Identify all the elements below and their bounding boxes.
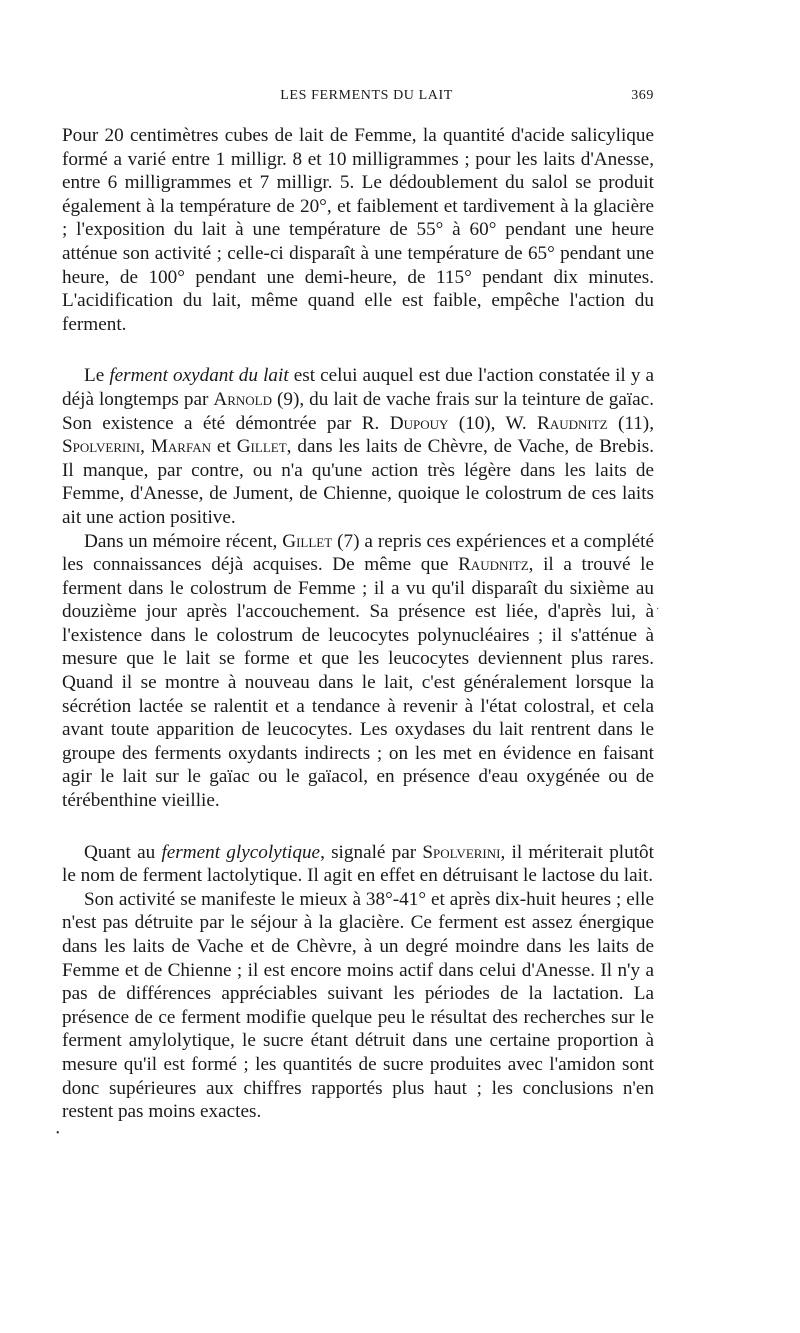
author-name: Dupouy	[389, 412, 449, 434]
section-gap	[62, 336, 654, 364]
paragraph-glycolytic-activity: Son activité se manifeste le mieux à 38°-41° et après dix-huit heures ; elle n'est pas détruite par le séjour à la glacière. Ce ferment est assez énergique dans les laits de Vache et de Chèvre, à un degré moindre dans les laits de Femme et de Chienne ; il est encore moins actif dans celui d'Anesse. Il n'y a pas de différences appréciables suivant les périodes de la lactation. La présence de ce ferment modifie quelque peu le résultat des recherches sur le ferment amylolytique, le sucre étant détruit dans une certaine proportion à mesure qu'il est formé ; les quantités de sucre produites avec l'amidon sont donc supérieures aux chiffres rapportés plus haut ; les conclusions n'en restent pas moins exactes.	[62, 888, 654, 1123]
page-number: 369	[631, 88, 654, 103]
paragraph-oxidizing-ferment: Le ferment oxydant du lait est celui auquel est due l'action constatée il y a déjà longtemps par Arnold (9), du lait de vache frais sur la teinture de gaïac. Son existence a été démontrée par R. Dupouy (10), W. Raudnitz (11), Spolverini, Marfan et Gillet, dans les laits de Chèvre, de Vache, de Brebis. Il manque, par contre, ou n'a qu'une action très légère dans les laits de Femme, d'Anesse, de Jument, de Chienne, quoique le colostrum de ces laits ait une action positive.	[62, 365, 654, 528]
author-name: Spolverini	[422, 841, 501, 863]
running-title: LES FERMENTS DU LAIT	[280, 88, 453, 103]
scan-speck: •	[56, 1128, 60, 1139]
author-name: Raudnitz	[537, 412, 608, 434]
paragraph-glycolytic-ferment: Quant au ferment glycolytique, signalé par Spolverini, il mériterait plutôt le nom de ferment lactolytique. Il agit en effet en détruisant le lactose du lait.	[62, 841, 654, 887]
book-page	[62, 88, 654, 1124]
author-name: Gillet	[282, 530, 333, 552]
term-glycolytic-ferment: ferment glycolytique	[161, 841, 321, 863]
running-header	[62, 88, 654, 118]
author-name: Marfan	[150, 436, 211, 458]
author-name: Raudnitz	[458, 554, 529, 576]
term-oxidizing-ferment: ferment oxydant du lait	[109, 365, 289, 387]
author-name: Arnold	[213, 388, 273, 410]
scan-speck: ·	[656, 604, 660, 615]
author-name: Spolverini	[62, 436, 141, 458]
author-name: Gillet	[236, 436, 287, 458]
paragraph-gillet-memoir: Dans un mémoire récent, Gillet (7) a repris ces expériences et a complété les connaissances déjà acquises. De même que Raudnitz, il a trouvé le ferment dans le colostrum de Femme ; il a vu qu'il disparaît du sixième au douzième jour après l'accouchement. Sa présence est liée, d'après lui, à l'existence dans le colostrum de leucocytes polynucléaires ; il s'atténue à mesure que le lait se forme et que les leucocytes deviennent plus rares. Quand il se montre à nouveau dans le lait, c'est généralement lorsque la sécrétion lactée se ralentit et a tendance à revenir à l'état colostral, et cela avant toute apparition de leucocytes. Les oxydases du lait rentrent dans le groupe des ferments oxydants indirects ; on les met en évidence en faisant agir le lait sur le gaïac ou le gaïacol, en présence d'eau oxygénée ou de térébenthine vieillie.	[62, 530, 654, 812]
section-gap	[62, 813, 654, 841]
paragraph-salol-results: Pour 20 centimètres cubes de lait de Femme, la quantité d'acide salicylique formé a varié entre 1 milligr. 8 et 10 milligrammes ; pour les laits d'Anesse, entre 6 milligrammes et 7 milligr. 5. Le dédoublement du salol se produit également à la température de 20°, et faiblement et tardivement à la glacière ; l'exposition du lait à une température de 55° à 60° pendant une heure atténue son activité ; celle-ci disparaît à une température de 65° pendant une heure, de 100° pendant une demi-heure, de 115° pendant dix minutes. L'acidification du lait, même quand elle est faible, empêche l'action du ferment.	[62, 125, 654, 335]
